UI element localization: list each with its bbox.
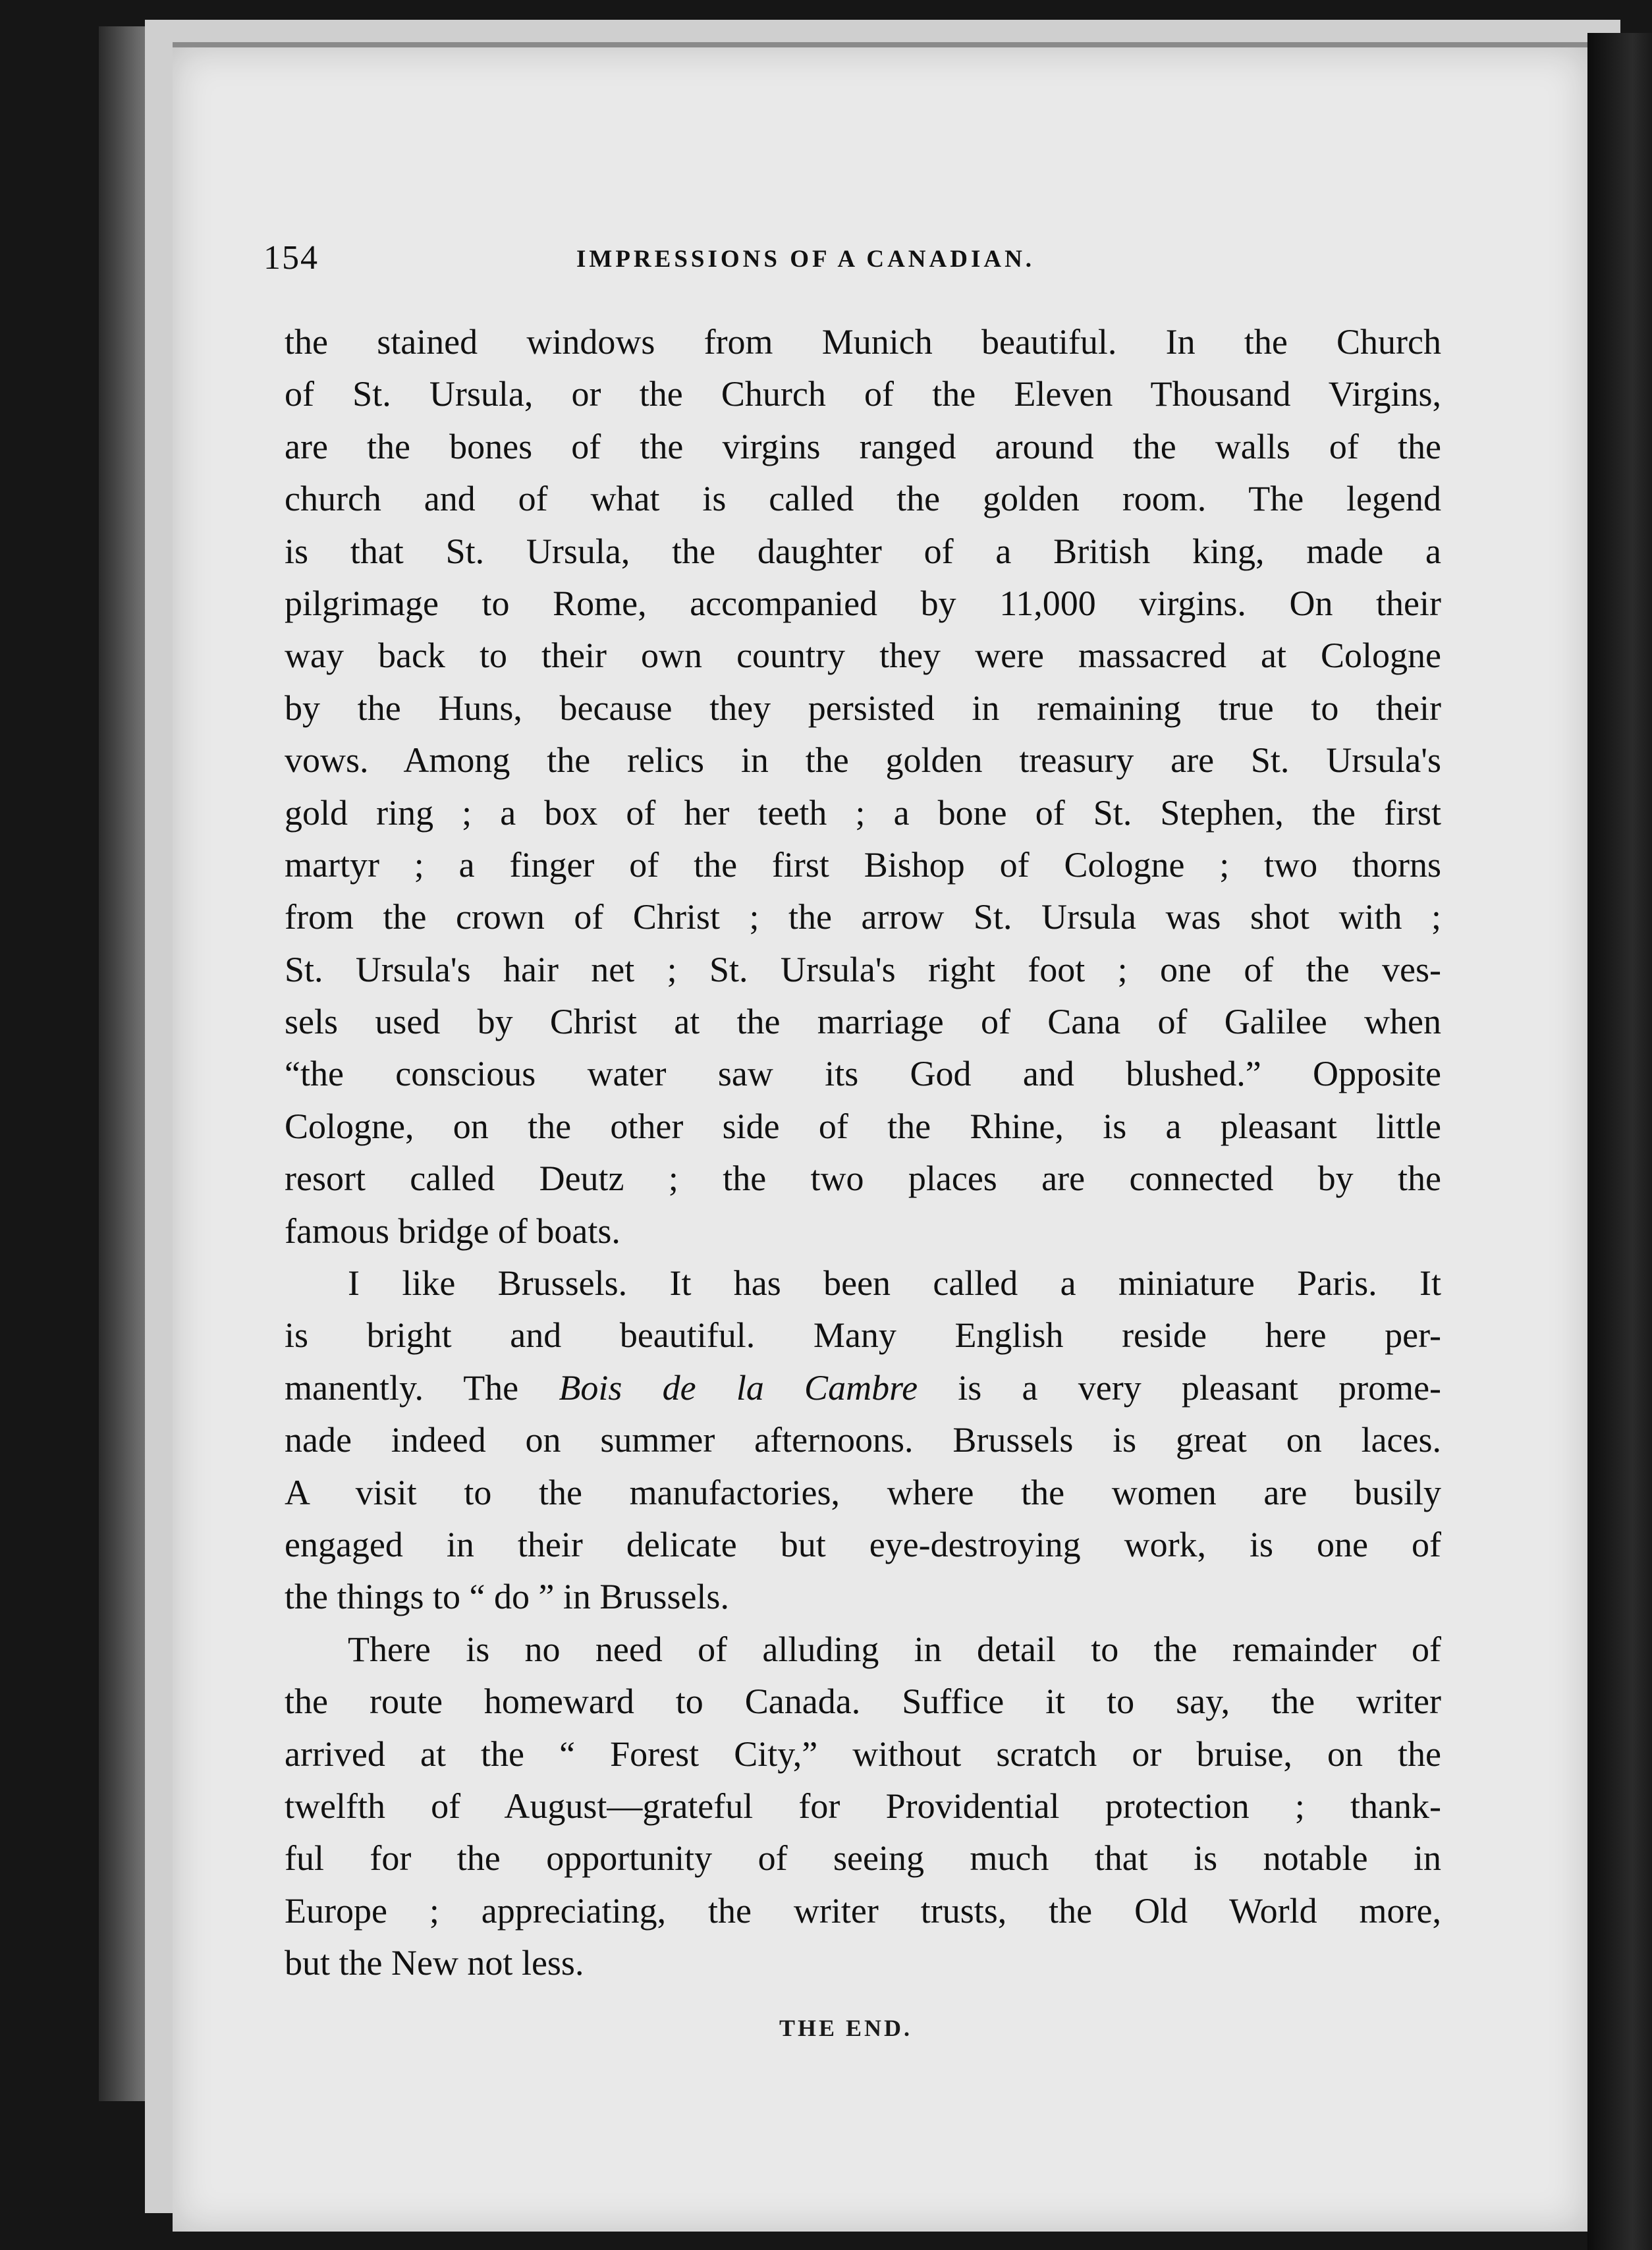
text-fragment: manently. The xyxy=(285,1367,519,1408)
page-top-edge xyxy=(173,42,1587,47)
text-line: pilgrimage to Rome, accompanied by 11,000 virgins. On their xyxy=(285,583,1441,623)
text-fragment: is a very pleasant prome- xyxy=(958,1367,1441,1408)
text-line: I like Brussels. It has been called a miniature Paris. It xyxy=(348,1263,1441,1303)
running-head xyxy=(263,238,1436,285)
text-line: martyr ; a finger of the first Bishop of Cologne ; two thorns xyxy=(285,844,1441,885)
text-line: is bright and beautiful. Many English reside here per- xyxy=(285,1315,1441,1356)
page-number: 154 xyxy=(263,239,319,277)
text-line: resort called Deutz ; the two places are connected by the xyxy=(285,1159,1441,1199)
text-line: St. Ursula's hair net ; St. Ursula's right foot ; one of the ves- xyxy=(285,949,1441,989)
text-line: of St. Ursula, or the Church of the Eleven Thousand Virgins, xyxy=(285,374,1441,414)
italic-place-name: Bois de la Cambre xyxy=(559,1367,918,1408)
text-line: Europe ; appreciating, the writer trusts, the Old World more, xyxy=(285,1890,1441,1931)
running-title: IMPRESSIONS OF A CANADIAN. xyxy=(576,246,1035,273)
text-line: There is no need of alluding in detail to the remainder of xyxy=(348,1629,1441,1669)
text-line: from the crown of Christ ; the arrow St. Ursula was shot with ; xyxy=(285,897,1441,937)
text-line-with-italic xyxy=(285,1362,1441,1414)
text-line: the route homeward to Canada. Suffice it to say, the writer xyxy=(285,1682,1441,1722)
page-gutter-shadow xyxy=(1587,33,1652,2250)
text-line: way back to their own country they were massacred at Cologne xyxy=(285,636,1441,676)
text-line: vows. Among the relics in the golden treasury are St. Ursula's xyxy=(285,740,1441,781)
text-line: Cologne, on the other side of the Rhine, is a pleasant little xyxy=(285,1106,1441,1146)
body-text xyxy=(285,316,1441,1990)
text-line: engaged in their delicate but eye-destroying work, is one of xyxy=(285,1524,1441,1564)
text-line: “the conscious water saw its God and blushed.” Opposite xyxy=(285,1054,1441,1094)
text-line: are the bones of the virgins ranged around the walls of the xyxy=(285,426,1441,466)
text-line: church and of what is called the golden room. The legend xyxy=(285,479,1441,519)
text-line: A visit to the manufactories, where the women are busily xyxy=(285,1472,1441,1512)
text-line: twelfth of August—grateful for Providential protection ; thank- xyxy=(285,1786,1441,1826)
text-line: is that St. Ursula, the daughter of a British king, made a xyxy=(285,531,1441,571)
text-line: the things to “ do ” in Brussels. xyxy=(285,1577,729,1617)
text-line: ful for the opportunity of seeing much that is notable in xyxy=(285,1838,1441,1879)
text-line: sels used by Christ at the marriage of Cana of Galilee when xyxy=(285,1002,1441,1042)
text-line: by the Huns, because they persisted in remaining true to their xyxy=(285,688,1441,728)
text-line: famous bridge of boats. xyxy=(285,1211,620,1251)
text-line: arrived at the “ Forest City,” without scratch or bruise, on the xyxy=(285,1734,1441,1774)
text-line: gold ring ; a box of her teeth ; a bone of St. Stephen, the first xyxy=(285,792,1441,833)
text-line: but the New not less. xyxy=(285,1943,584,1983)
text-line: nade indeed on summer afternoons. Brussels is great on laces. xyxy=(285,1420,1441,1460)
the-end: THE END. xyxy=(779,2015,913,2041)
text-line: the stained windows from Munich beautiful. In the Church xyxy=(285,322,1441,362)
